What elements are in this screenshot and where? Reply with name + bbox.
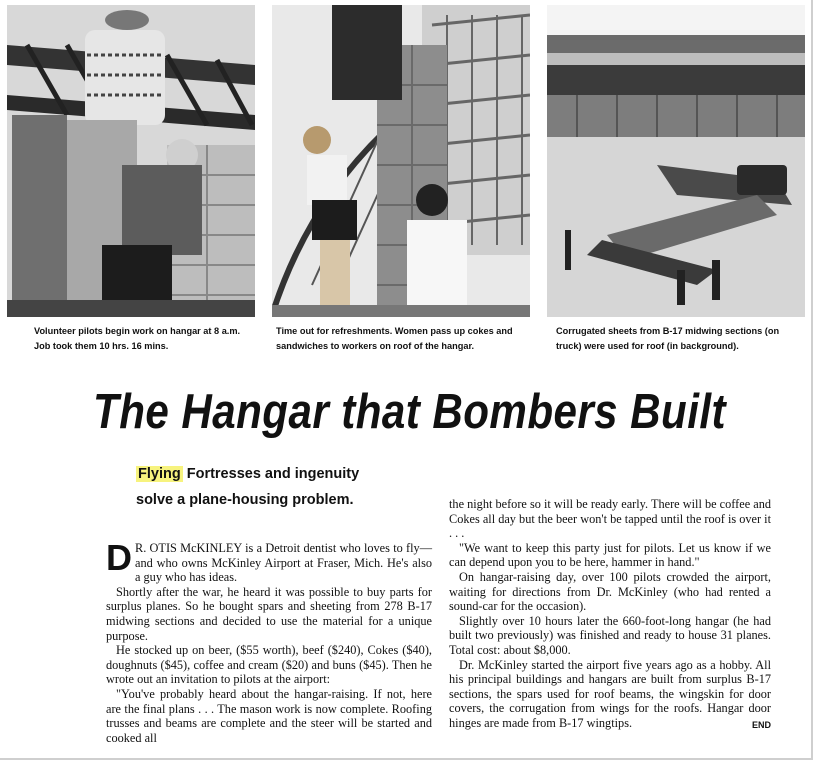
women-passing-refreshments-photo xyxy=(272,5,530,317)
caption-lead: Corrugated sheets xyxy=(556,326,638,336)
deck xyxy=(136,461,359,513)
deck-line-1 xyxy=(136,461,359,487)
paragraph xyxy=(449,658,771,731)
paragraph: "We want to keep this party just for pilots. Let us know if we can depend upon you to be here, hammer in hand." xyxy=(449,540,771,570)
corrugated-sheets-photo xyxy=(547,5,805,317)
paragraph: Shortly after the war, he heard it was possible to buy parts for surplus planes. So he bought spars and sheeting from 278 B-17 midwing sections and decided to use the material for a unique purpose. xyxy=(106,584,432,643)
paragraph-text: Dr. McKinley started the airport five years ago as a hobby. All his principal buildings and hangars are built from surplus B-17 sections, the spars used for roof beams, the wingskin for door covers, the corrugation from wings for the roofs. Hangar door hinges are made from B-17 wingtips. xyxy=(449,657,771,730)
right-column xyxy=(449,497,771,733)
caption-text: for refreshments. Women pass up cokes and sandwiches to workers on roof of the hangar. xyxy=(276,326,513,351)
paragraph-text: R. OTIS McKINLEY is a Detroit dentist who loves to fly—and who owns McKinley Airport at Fraser, Mich. He's also a guy who has ideas. xyxy=(135,541,432,585)
caption-time-out xyxy=(276,324,532,354)
end-mark: END xyxy=(751,719,771,730)
paragraph: "You've probably heard about the hangar-raising. If not, here are the final plans . . . The mason work is now complete. Roofing trusses and beams are complete and the steer will be started and cooked all xyxy=(106,686,432,745)
paragraph: On hangar-raising day, over 100 pilots crowded the airport, waiting for directions from Dr. McKinley (who had rented a sound-car for the occasion). xyxy=(449,569,771,614)
deck-line-2: solve a plane-housing problem. xyxy=(136,492,354,508)
left-column xyxy=(106,537,432,745)
paragraph: He stocked up on beer, ($55 worth), beef ($240), Cokes ($40), doughnuts ($45), coffee and cream ($20) and buns ($45). Then he wrote out an invitation to pilots at the airport: xyxy=(106,643,432,687)
volunteer-pilots-photo xyxy=(7,5,255,317)
headline: The Hangar that Bombers Built xyxy=(93,385,726,439)
paragraph: the night before so it will be ready early. There will be coffee and Cokes all day but the beer won't be tapped until the roof is over it . . . xyxy=(449,497,771,541)
caption-lead: Volunteer pilots xyxy=(34,326,103,336)
caption-text: from B-17 midwing sections (on truck) were used for roof (in background). xyxy=(556,326,780,351)
highlighted-word: Flying xyxy=(138,466,181,482)
drop-cap: D xyxy=(106,537,132,578)
caption-lead: Time out xyxy=(276,326,315,336)
caption-text: begin work on hangar at 8 a.m. Job took them 10 hrs. 16 mins. xyxy=(34,326,241,351)
caption-corrugated-sheets xyxy=(556,324,806,354)
deck-line-1-text: Fortresses and ingenuity xyxy=(182,466,360,482)
paragraph xyxy=(106,537,432,585)
paragraph: Slightly over 10 hours later the 660-foot-long hangar (he had built two previously) was finished and ready to house 31 planes. Total cost: about $8,000. xyxy=(449,613,771,657)
caption-volunteer-pilots xyxy=(34,324,252,354)
